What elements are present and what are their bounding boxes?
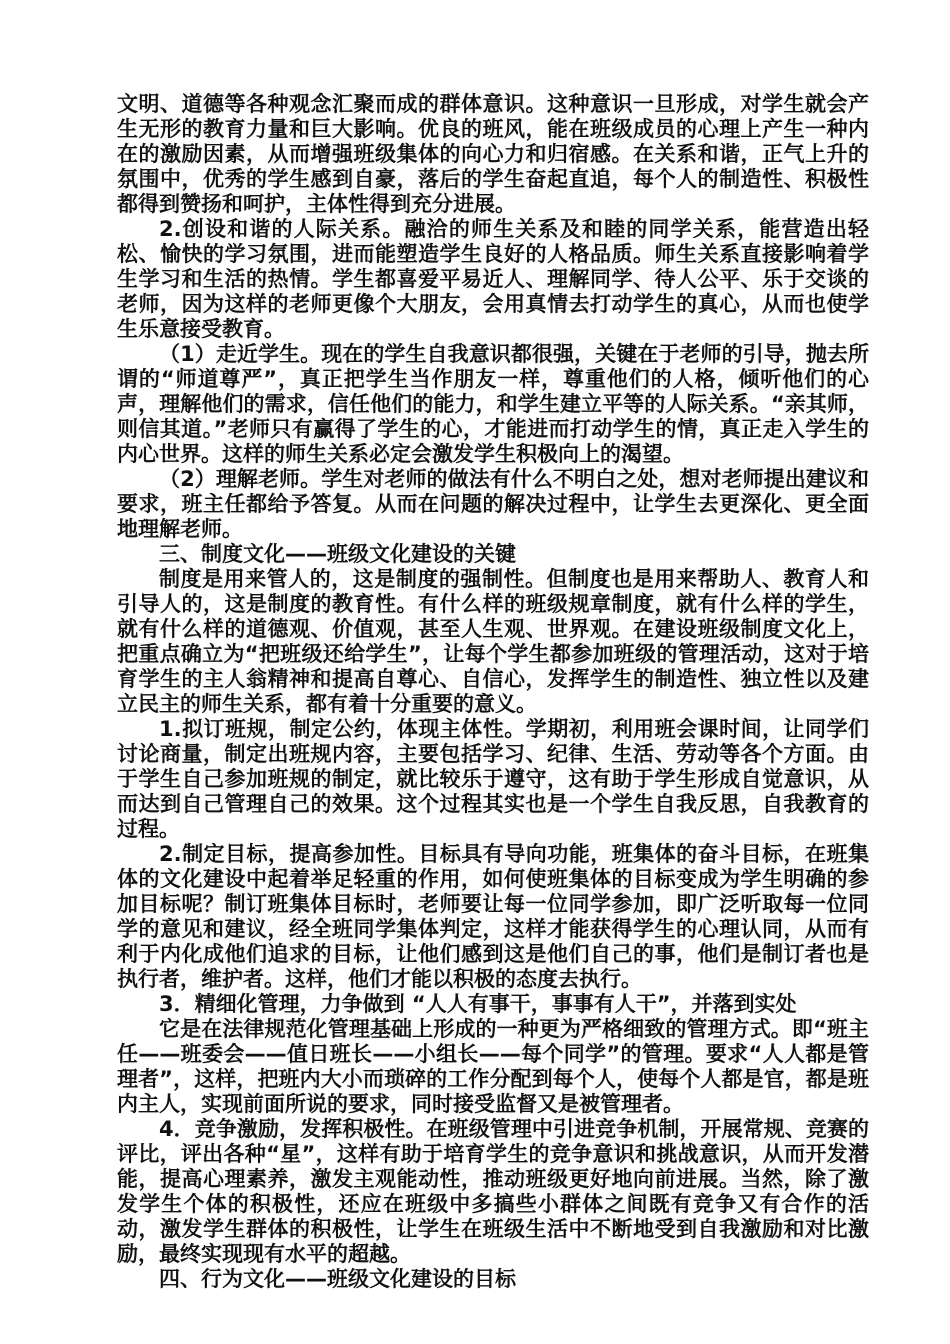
paragraph-understand-teacher: （2）理解老师。学生对老师的做法有什么不明白之处，想对老师提出建议和要求，班主任都给予答复。从而在问题的解决过程中，让学生去更深化、更全面地理解老师。	[117, 467, 869, 541]
paragraph-refined-management-title: 3．精细化管理，力争做到 “人人有事干，事事有人干”，并落到实处	[159, 992, 797, 1016]
paragraph-refined-management-body: 它是在法律规范化管理基础上形成的一种更为严格细致的管理方式。即“班主任——班委会——值日班长——小组长——每个同学”的管理。要求“人人都是管理者”，这样，把班内大小而琐碎的工作分配到每个人，使每个人都是官，都是班内主人，实现前面所说的要求，同时接受监督又是被管理者。	[117, 1017, 869, 1116]
paragraph-class-rules: 1.拟订班规，制定公约，体现主体性。学期初，利用班会课时间，让同学们讨论商量，制定出班规内容，主要包括学习、纪律、生活、劳动等各个方面。由于学生自己参加班规的制定，就比较乐于遵守，这有助于学生形成自觉意识，从而达到自己管理自己的效果。这个过程其实也是一个学生自我反思，自我教育的过程。	[117, 717, 869, 841]
paragraph-set-goals: 2.制定目标，提高参加性。目标具有导向功能，班集体的奋斗目标，在班集体的文化建设中起着举足轻重的作用，如何使班集体的目标变成为学生明确的参加目标呢？制订班集体目标时，老师要让每一位同学参加，即广泛听取每一位同学的意见和建议，经全班同学集体判定，这样才能获得学生的心理认同，从而有利于内化成他们追求的目标，让他们感到这是他们自己的事，他们是制订者也是执行者，维护者。这样，他们才能以积极的态度去执行。	[117, 842, 869, 991]
document-page	[117, 92, 869, 1292]
section-heading-institutional-culture: 三、制度文化——班级文化建设的关键	[159, 542, 516, 566]
paragraph-approach-students: （1）走近学生。现在的学生自我意识都很强，关键在于老师的引导，抛去所谓的“师道尊严”，真正把学生当作朋友一样，尊重他们的人格，倾听他们的心声，理解他们的需求，信任他们的能力，和学生建立平等的人际关系。“亲其师，则信其道。”老师只有赢得了学生的心，才能进而打动学生的情，真正走入学生的内心世界。这样的师生关系必定会激发学生积极向上的渴望。	[117, 342, 869, 466]
section-heading-behavior-culture: 四、行为文化——班级文化建设的目标	[159, 1267, 516, 1291]
paragraph-harmonious-relations: 2.创设和谐的人际关系。融洽的师生关系及和睦的同学关系，能营造出轻松、愉快的学习氛围，进而能塑造学生良好的人格品质。师生关系直接影响着学生学习和生活的热情。学生都喜爱平易近人、理解同学、待人公平、乐于交谈的老师，因为这样的老师更像个大朋友，会用真情去打动学生的真心，从而也使学生乐意接受教育。	[117, 217, 869, 341]
paragraph-competition-incentive: 4．竞争激励，发挥积极性。在班级管理中引进竞争机制，开展常规、竞赛的评比，评出各种“星”，这样有助于培育学生的竞争意识和挑战意识，从而开发潜能，提高心理素养，激发主观能动性，推动班级更好地向前进展。当然，除了激发学生个体的积极性，还应在班级中多搞些小群体之间既有竞争又有合作的活动，激发学生群体的积极性，让学生在班级生活中不断地受到自我激励和对比激励，最终实现现有水平的超越。	[117, 1117, 869, 1266]
paragraph-institution-intro: 制度是用来管人的，这是制度的强制性。但制度也是用来帮助人、教育人和引导人的，这是制度的教育性。有什么样的班级规章制度，就有什么样的学生，就有什么样的道德观、价值观，甚至人生观、世界观。在建设班级制度文化上，把重点确立为“把班级还给学生”，让每个学生都参加班级的管理活动，这对于培育学生的主人翁精神和提高自尊心、自信心，发挥学生的制造性、独立性以及建立民主的师生关系，都有着十分重要的意义。	[117, 567, 869, 716]
paragraph-class-spirit: 文明、道德等各种观念汇聚而成的群体意识。这种意识一旦形成，对学生就会产生无形的教育力量和巨大影响。优良的班风，能在班级成员的心理上产生一种内在的激励因素，从而增强班级集体的向心力和归宿感。在关系和谐，正气上升的氛围中，优秀的学生感到自豪，落后的学生奋起直追，每个人的制造性、积极性都得到赞扬和呵护，主体性得到充分进展。	[117, 92, 869, 216]
